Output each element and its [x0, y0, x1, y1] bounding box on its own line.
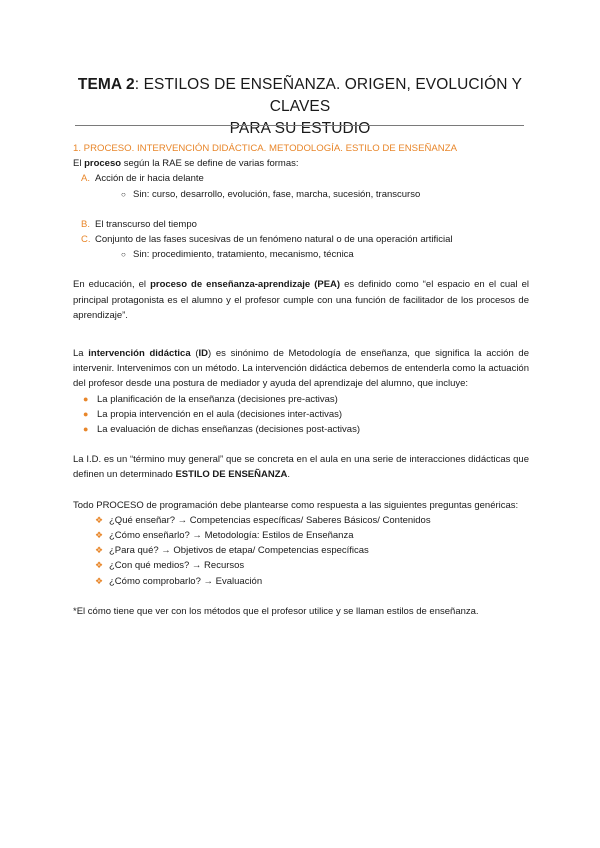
question-item-2	[73, 528, 529, 543]
diamond-bullet-icon: ❖	[95, 560, 104, 571]
document-body	[73, 141, 529, 619]
diamond-bullet-icon: ❖	[95, 575, 104, 586]
question-text: ¿Cómo comprobarlo? → Evaluación	[109, 575, 263, 587]
bullet-text: La evaluación de dichas enseñanzas (decisiones post-activas)	[97, 424, 360, 436]
list-item-text: Conjunto de las fases sucesivas de un fenómeno natural o de una operación artificial	[95, 234, 453, 246]
diamond-bullet-icon: ❖	[95, 530, 104, 541]
estilo-paragraph: La I.D. es un “término muy general” que se concreta en el aula en una serie de interacciones didácticas que definen un determinado ESTILO DE ENSEÑANZA.	[73, 454, 529, 481]
list-letter: C.	[81, 234, 91, 246]
question-text: ¿Qué enseñar? → Competencias específicas/ Saberes Básicos/ Contenidos	[109, 514, 431, 526]
question-text: ¿Para qué? → Objetivos de etapa/ Competencias específicas	[109, 545, 369, 557]
question-item-4	[73, 558, 529, 573]
list-item-text: Acción de ir hacia delante	[95, 173, 204, 185]
list-item-b	[73, 217, 529, 232]
diamond-bullet-icon: ❖	[95, 545, 104, 556]
question-text: ¿Con qué medios? → Recursos	[109, 560, 245, 572]
circle-bullet-icon: ○	[121, 189, 126, 199]
bullet-dot-icon: ●	[83, 424, 89, 435]
section-heading: 1. PROCESO. INTERVENCIÓN DIDÁCTICA. METODOLOGÍA. ESTILO DE ENSEÑANZA	[73, 143, 457, 154]
proceso-paragraph: Todo PROCESO de programación debe plantearse como respuesta a las siguientes preguntas genéricas:	[73, 499, 519, 511]
id-bullet-2	[73, 407, 529, 422]
circle-bullet-icon: ○	[121, 250, 126, 260]
page-title	[60, 74, 540, 140]
list-subitem-text: Sin: curso, desarrollo, evolución, fase, marcha, sucesión, transcurso	[133, 188, 421, 200]
bullet-dot-icon: ●	[83, 393, 89, 404]
list-item-a	[73, 171, 529, 186]
title-divider	[75, 125, 524, 126]
title-line2: PARA SU ESTUDIO	[229, 120, 371, 137]
proceso-intro: El proceso según la RAE se define de varias formas:	[73, 158, 299, 170]
footnote: *El cómo tiene que ver con los métodos que el profesor utilice y se llaman estilos de enseñanza.	[73, 605, 479, 617]
question-item-5	[73, 574, 529, 589]
pea-paragraph: En educación, el proceso de enseñanza-aprendizaje (PEA) es definido como “el espacio en el cual el principal protagonista es el alumno y el profesor cumple con una función de facilitador de los procesos de aprendizaje”.	[73, 279, 529, 321]
title-line1: : ESTILOS DE ENSEÑANZA. ORIGEN, EVOLUCIÓN Y CLAVES	[134, 76, 523, 115]
list-subitem-text: Sin: procedimiento, tratamiento, mecanismo, técnica	[133, 249, 354, 261]
title-bold: TEMA 2	[77, 76, 135, 93]
question-item-1	[73, 513, 529, 528]
id-paragraph: La intervención didáctica (ID) es sinónimo de Metodología de enseñanza, que significa la acción de intervenir. Intervenimos con un método. La intervención didáctica debemos de entenderla como la actuación del profesor desde una postura de mediador y ayuda del aprendizaje del alumno, que incluye:	[73, 348, 529, 390]
question-text: ¿Cómo enseñarlo? → Metodología: Estilos de Enseñanza	[109, 530, 354, 542]
list-subitem-c	[73, 247, 529, 262]
id-bullet-3	[73, 422, 529, 437]
diamond-bullet-icon: ❖	[95, 514, 104, 525]
list-subitem-a	[73, 187, 529, 202]
list-item-c	[73, 232, 529, 247]
question-item-3	[73, 543, 529, 558]
list-letter: A.	[81, 173, 90, 185]
bullet-text: La planificación de la enseñanza (decisiones pre-activas)	[97, 393, 338, 405]
bullet-dot-icon: ●	[83, 408, 89, 419]
list-item-text: El transcurso del tiempo	[95, 218, 197, 230]
id-bullet-1	[73, 392, 529, 407]
list-letter: B.	[81, 218, 90, 230]
bullet-text: La propia intervención en el aula (decisiones inter-activas)	[97, 408, 343, 420]
